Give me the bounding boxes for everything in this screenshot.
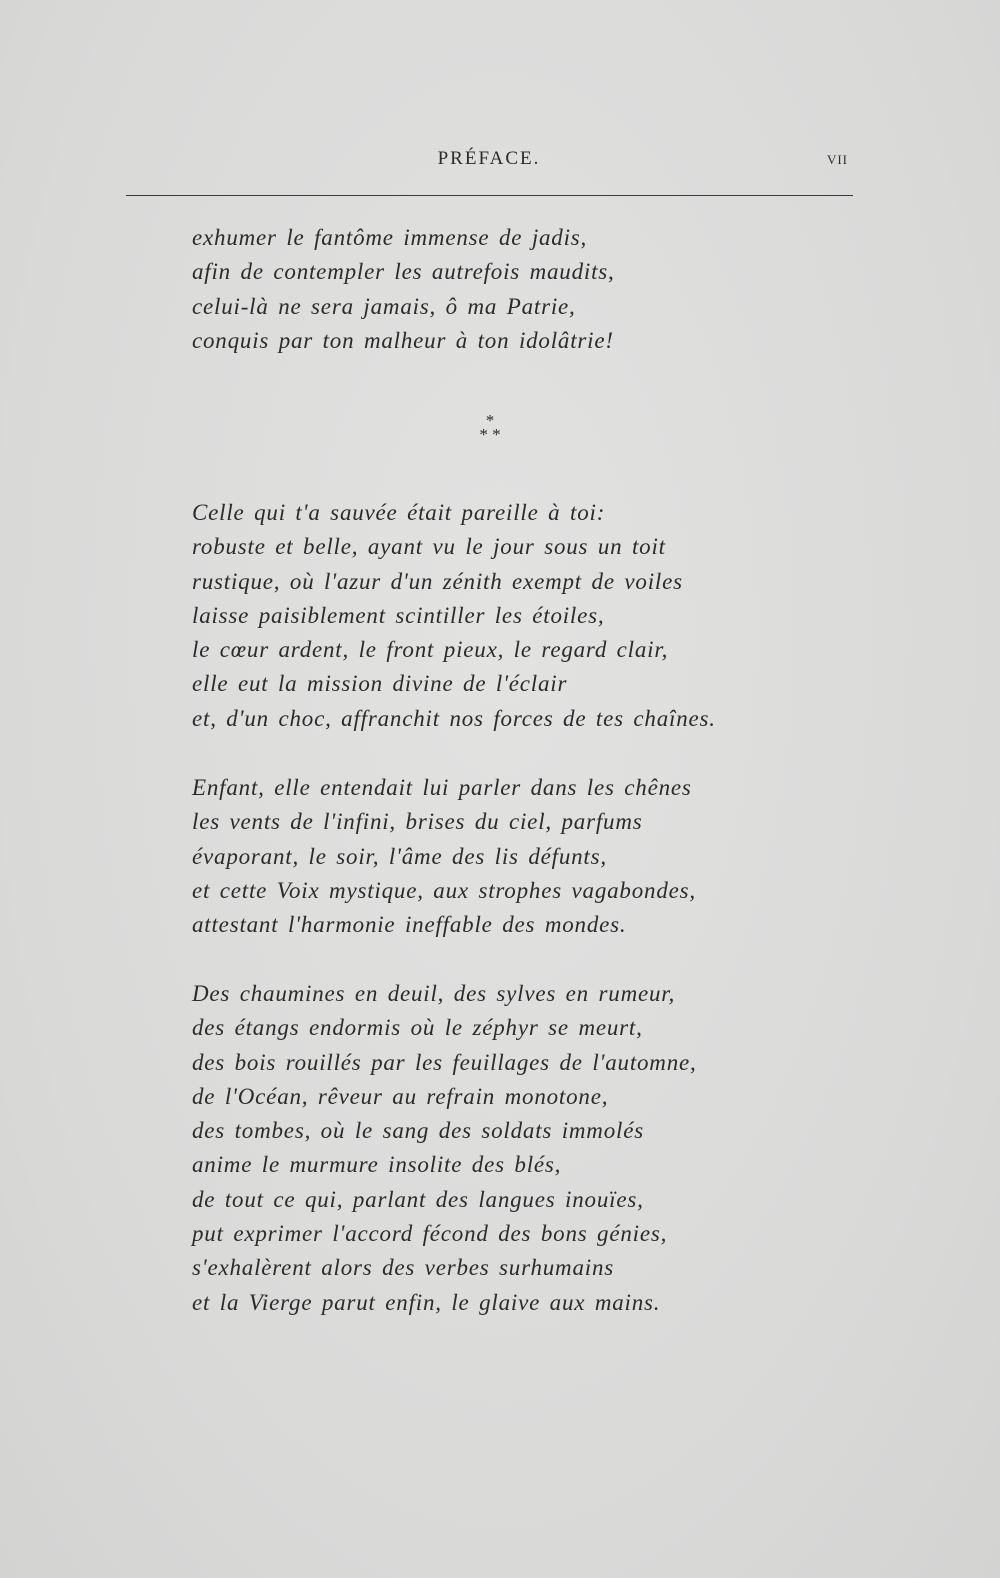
verse-line: des tombes, où le sang des soldats immolés	[192, 1118, 644, 1144]
verse-line: des étangs endormis où le zéphyr se meurt,	[192, 1015, 643, 1041]
verse-line: évaporant, le soir, l'âme des lis défunts,	[192, 843, 607, 869]
stanza-3	[192, 771, 752, 942]
verse-line: des bois rouillés par les feuillages de l'automne,	[192, 1049, 697, 1075]
verse-line: elle eut la mission divine de l'éclair	[192, 671, 568, 697]
verse-line: le cœur ardent, le front pieux, le regard clair,	[192, 637, 669, 663]
verse-line: celui-là ne sera jamais, ô ma Patrie,	[192, 293, 576, 319]
verse-line: s'exhalèrent alors des verbes surhumains	[192, 1255, 614, 1281]
stanza-4	[192, 977, 752, 1320]
asterism-divider	[470, 411, 510, 444]
asterism-bottom: * *	[479, 425, 501, 444]
stanza-1	[192, 221, 752, 358]
running-head	[126, 148, 852, 178]
page-number: VII	[826, 152, 848, 167]
verse-line: Enfant, elle entendait lui parler dans les chênes	[192, 775, 692, 800]
stanza-2	[192, 496, 752, 736]
verse-line: et la Vierge parut enfin, le glaive aux mains.	[192, 1289, 661, 1315]
page-title: PRÉFACE.	[437, 148, 541, 169]
verse-line: exhumer le fantôme immense de jadis,	[192, 225, 588, 250]
verse-line: afin de contempler les autrefois maudits,	[192, 259, 615, 285]
verse-line: Des chaumines en deuil, des sylves en rumeur,	[192, 981, 676, 1006]
verse-line: et cette Voix mystique, aux strophes vagabondes,	[192, 877, 696, 903]
verse-line: conquis par ton malheur à ton idolâtrie!	[192, 327, 614, 353]
verse-line: rustique, où l'azur d'un zénith exempt de voiles	[192, 568, 683, 594]
verse-line: put exprimer l'accord fécond des bons génies,	[192, 1221, 668, 1247]
verse-line: robuste et belle, ayant vu le jour sous un toit	[192, 534, 666, 560]
verse-line: attestant l'harmonie ineffable des mondes.	[192, 912, 627, 938]
verse-line: anime le murmure insolite des blés,	[192, 1152, 562, 1178]
verse-line: et, d'un choc, affranchit nos forces de tes chaînes.	[192, 705, 716, 731]
verse-line: les vents de l'infini, brises du ciel, parfums	[192, 809, 643, 835]
header-rule	[126, 195, 853, 196]
verse-line: laisse paisiblement scintiller les étoiles,	[192, 602, 605, 628]
verse-line: de l'Océan, rêveur au refrain monotone,	[192, 1083, 609, 1109]
verse-line: de tout ce qui, parlant des langues inouïes,	[192, 1186, 644, 1212]
verse-line: Celle qui t'a sauvée était pareille à toi:	[192, 500, 606, 525]
asterism-top: *	[485, 411, 495, 430]
